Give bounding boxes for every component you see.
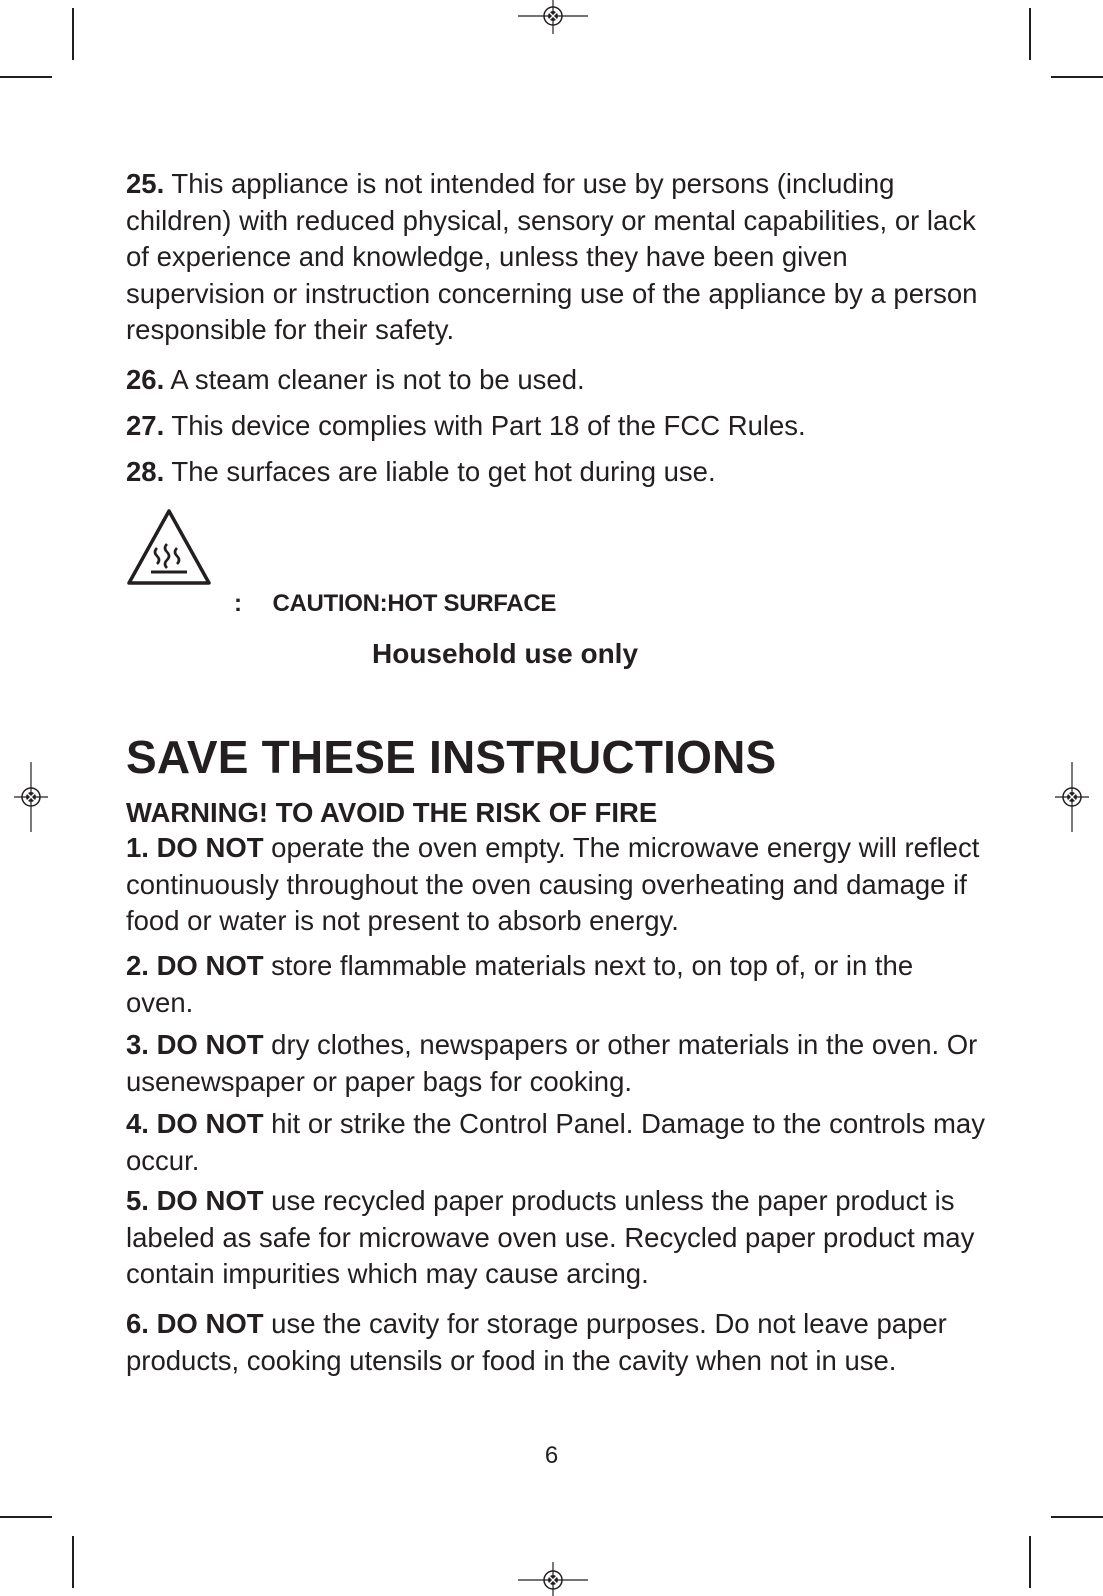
list-item xyxy=(126,1027,986,1100)
crop-mark xyxy=(1029,1536,1031,1588)
crop-mark xyxy=(1051,1516,1103,1518)
item-text: This device complies with Part 18 of the FCC Rules. xyxy=(171,410,806,441)
item-number: 25. xyxy=(126,168,165,199)
caution-colon: : xyxy=(234,590,242,617)
hot-surface-warning-icon xyxy=(126,508,212,586)
household-use-note: Household use only xyxy=(372,638,639,669)
item-text: use the cavity for storage purposes. Do not leave paper products, cooking utensils or food in the cavity when not in use. xyxy=(126,1308,947,1376)
crop-mark xyxy=(72,8,74,60)
list-item xyxy=(126,408,986,445)
registration-mark-icon xyxy=(518,1562,588,1596)
list-item xyxy=(126,166,986,349)
crop-mark xyxy=(1029,8,1031,60)
list-item xyxy=(126,948,986,1021)
crop-mark xyxy=(1051,76,1103,78)
crop-mark xyxy=(0,1516,52,1518)
item-number: 26. xyxy=(126,364,165,395)
item-lead: 3. DO NOT xyxy=(126,1029,264,1060)
registration-mark-icon xyxy=(1055,762,1089,832)
item-lead: 6. DO NOT xyxy=(126,1308,264,1339)
page-title: SAVE THESE INSTRUCTIONS xyxy=(126,731,777,783)
warning-heading: WARNING! TO AVOID THE RISK OF FIRE xyxy=(126,797,658,828)
caution-label xyxy=(234,590,556,618)
list-item xyxy=(126,454,986,491)
list-item xyxy=(126,362,986,399)
caution-text: CAUTION:HOT SURFACE xyxy=(272,590,557,617)
item-lead: 2. DO NOT xyxy=(126,950,264,981)
item-lead: 5. DO NOT xyxy=(126,1185,264,1216)
item-text: dry clothes, newspapers or other materials in the oven. Or usenewspaper or paper bags for cooking. xyxy=(126,1029,978,1097)
list-item xyxy=(126,830,986,940)
item-text: This appliance is not intended for use by persons (including children) with reduced physical, sensory or mental capabilities, or lack of experience and knowledge, unless they have been given supervision or instruction concerning use of the appliance by a person responsible for their safety. xyxy=(126,168,978,345)
list-item xyxy=(126,1183,986,1293)
item-lead: 1. DO NOT xyxy=(126,832,264,863)
item-text: use recycled paper products unless the paper product is labeled as safe for microwave oven use. Recycled paper product may contain impurities which may cause arcing. xyxy=(126,1185,975,1289)
registration-mark-icon xyxy=(14,762,48,832)
list-item xyxy=(126,1306,986,1379)
item-text: hit or strike the Control Panel. Damage to the controls may occur. xyxy=(126,1108,985,1176)
item-text: store flammable materials next to, on top of, or in the oven. xyxy=(126,950,914,1018)
crop-mark xyxy=(0,76,52,78)
page-number: 6 xyxy=(544,1442,559,1469)
item-text: The surfaces are liable to get hot during use. xyxy=(171,456,716,487)
item-text: A steam cleaner is not to be used. xyxy=(170,364,585,395)
registration-mark-icon xyxy=(518,0,588,34)
item-number: 27. xyxy=(126,410,165,441)
item-lead: 4. DO NOT xyxy=(126,1108,264,1139)
item-text: operate the oven empty. The microwave energy will reflect continuously throughout the oven causing overheating and damage if food or water is not present to absorb energy. xyxy=(126,832,980,936)
crop-mark xyxy=(72,1536,74,1588)
list-item xyxy=(126,1106,986,1179)
item-number: 28. xyxy=(126,456,165,487)
